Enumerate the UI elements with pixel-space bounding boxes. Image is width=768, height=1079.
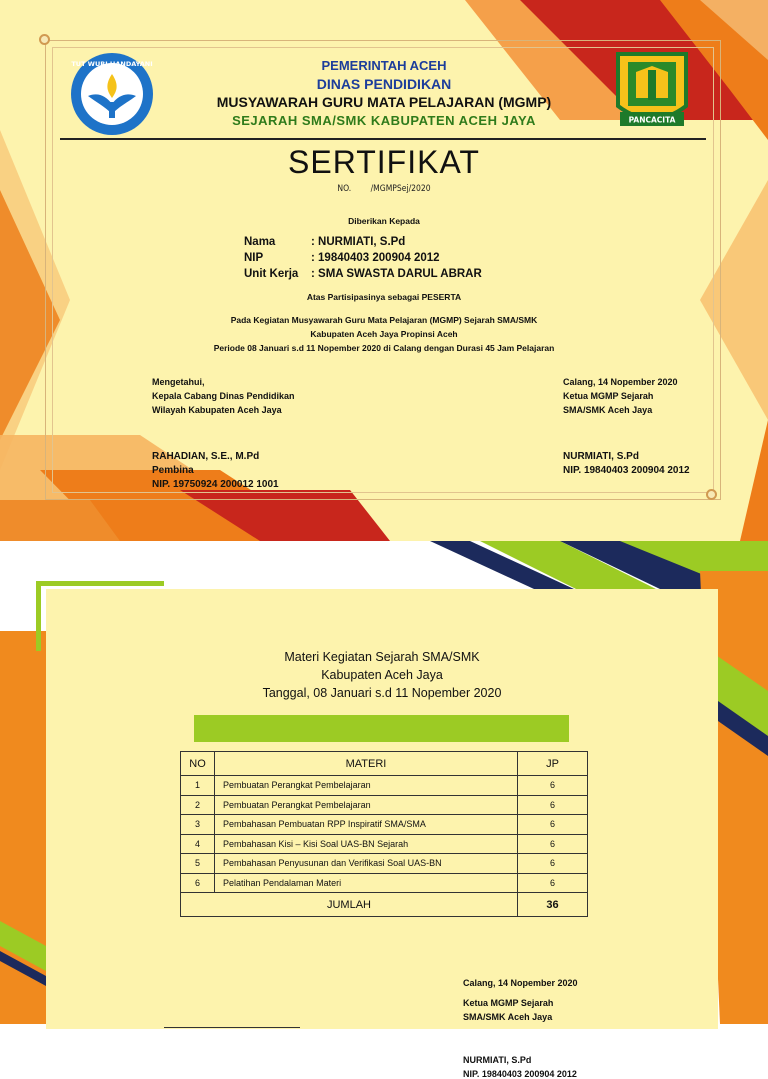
row-no: 4	[181, 834, 215, 854]
left-sign-line-2: Kepala Cabang Dinas Pendidikan	[152, 391, 295, 401]
certificate-number: NO. /MGMPSej/2020	[337, 184, 431, 194]
table-row	[181, 815, 588, 835]
field-value-unit-kerja: : SMA SWASTA DARUL ABRAR	[311, 268, 482, 280]
right-sign-line-2: Ketua MGMP Sejarah	[563, 391, 654, 401]
header-line-1: PEMERINTAH ACEH	[321, 58, 447, 73]
field-value-nama: : NURMIATI, S.Pd	[311, 236, 406, 248]
field-label-unit-kerja: Unit Kerja	[244, 268, 299, 280]
row-materi: Pembahasan Penyusunan dan Verifikasi Soal UAS-BN	[215, 854, 518, 874]
activity-line-1: Pada Kegiatan Musyawarah Guru Mata Pelajaran (MGMP) Sejarah SMA/SMK	[230, 315, 538, 325]
header-rule	[60, 138, 706, 140]
materi-sign-line-2: Ketua MGMP Sejarah	[463, 998, 554, 1008]
row-no: 2	[181, 795, 215, 815]
row-jp: 6	[518, 834, 588, 854]
col-header-jp: JP	[518, 752, 588, 776]
row-materi: Pembuatan Perangkat Pembelajaran	[215, 776, 518, 796]
certificate-title: SERTIFIKAT	[288, 144, 480, 180]
corner-ornament	[39, 34, 50, 45]
row-materi: Pembuatan Perangkat Pembelajaran	[215, 795, 518, 815]
row-jp: 6	[518, 795, 588, 815]
table-header-row	[181, 752, 588, 776]
given-to: Diberikan Kepada	[348, 216, 420, 226]
header-line-3: MUSYAWARAH GURU MATA PELAJARAN (MGMP)	[216, 94, 552, 110]
header-line-2: DINAS PENDIDIKAN	[316, 76, 452, 92]
table-row	[181, 795, 588, 815]
right-sign-line-1: Calang, 14 Nopember 2020	[563, 377, 678, 387]
row-materi: Pembahasan Pembuatan RPP Inspiratif SMA/SMA	[215, 815, 518, 835]
activity-line-3: Periode 08 Januari s.d 11 Nopember 2020 di Calang dengan Durasi 45 Jam Pelajaran	[213, 343, 555, 353]
field-label-nip: NIP	[244, 252, 264, 264]
materi-title-line-3: Tanggal, 08 Januari s.d 11 Nopember 2020	[262, 686, 502, 700]
materi-page	[0, 541, 768, 1079]
row-materi: Pembahasan Kisi – Kisi Soal UAS-BN Sejarah	[215, 834, 518, 854]
left-sign-role: Pembina	[152, 465, 194, 476]
activity-line-2: Kabupaten Aceh Jaya Propinsi Aceh	[310, 329, 458, 339]
row-materi: Pelatihan Pendalaman Materi	[215, 873, 518, 893]
header-line-4: SEJARAH SMA/SMK KABUPATEN ACEH JAYA	[232, 113, 536, 128]
row-no: 1	[181, 776, 215, 796]
row-jp: 6	[518, 854, 588, 874]
row-no: 6	[181, 873, 215, 893]
materi-card	[46, 589, 718, 1079]
total-label: JUMLAH	[181, 893, 518, 917]
svg-text:TUT WURI HANDAYANI: TUT WURI HANDAYANI	[71, 60, 153, 68]
table-total-row	[181, 893, 588, 917]
row-jp: 6	[518, 873, 588, 893]
corner-ornament	[706, 489, 717, 500]
participation-text: Atas Partisipasinya sebagai PESERTA	[306, 292, 462, 302]
left-sign-name: RAHADIAN, S.E., M.Pd	[152, 451, 260, 462]
table-row	[181, 834, 588, 854]
field-label-nama: Nama	[244, 236, 276, 248]
right-sign-nip: NIP. 19840403 200904 2012	[563, 465, 690, 476]
col-header-no: NO	[181, 752, 215, 776]
materi-table	[180, 751, 588, 917]
col-header-materi: MATERI	[215, 752, 518, 776]
left-sign-nip: NIP. 19750924 200012 1001	[152, 479, 279, 490]
materi-sign-name: NURMIATI, S.Pd	[463, 1055, 532, 1065]
materi-sign-nip: NIP. 19840403 200904 2012	[463, 1069, 577, 1079]
left-sign-line-1: Mengetahui,	[152, 377, 205, 387]
field-value-nip: : 19840403 200904 2012	[311, 252, 440, 264]
table-row	[181, 776, 588, 796]
materi-title-line-2: Kabupaten Aceh Jaya	[321, 668, 443, 682]
materi-title-line-1: Materi Kegiatan Sejarah SMA/SMK	[284, 650, 480, 664]
materi-sign-line-1: Calang, 14 Nopember 2020	[463, 978, 578, 988]
right-sign-name: NURMIATI, S.Pd	[563, 451, 639, 462]
table-row	[181, 854, 588, 874]
row-no: 5	[181, 854, 215, 874]
materi-sign-line-3: SMA/SMK Aceh Jaya	[463, 1012, 553, 1022]
green-bar	[194, 715, 569, 742]
row-no: 3	[181, 815, 215, 835]
signature-line	[164, 1027, 300, 1028]
total-value: 36	[518, 893, 588, 917]
row-jp: 6	[518, 815, 588, 835]
table-row	[181, 873, 588, 893]
left-sign-line-3: Wilayah Kabupaten Aceh Jaya	[152, 405, 282, 415]
svg-text:PANCACITA: PANCACITA	[628, 115, 676, 125]
row-jp: 6	[518, 776, 588, 796]
right-sign-line-3: SMA/SMK Aceh Jaya	[563, 405, 653, 415]
